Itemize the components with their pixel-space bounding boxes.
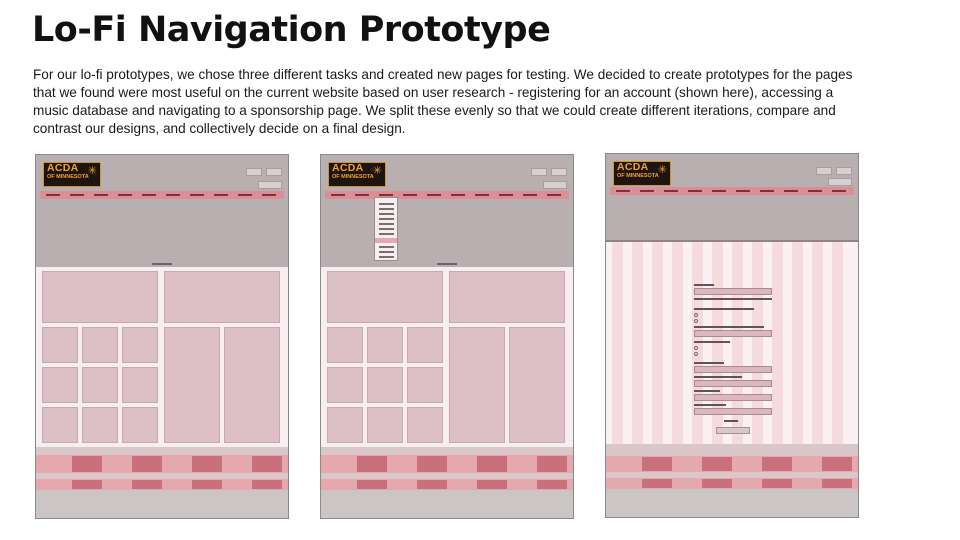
section-divider xyxy=(36,447,288,455)
nav-dropdown-menu[interactable] xyxy=(374,197,398,261)
header-button-join[interactable] xyxy=(266,168,282,176)
content-card[interactable] xyxy=(449,271,565,323)
acda-logo: ACDA OF MINNESOTA ✳ xyxy=(43,162,101,187)
header-button-join[interactable] xyxy=(551,168,567,176)
sponsor-strip xyxy=(606,456,858,472)
section-divider xyxy=(606,444,858,456)
star-icon: ✳ xyxy=(657,164,667,176)
registration-page-body xyxy=(606,242,858,517)
content-card[interactable] xyxy=(122,407,158,443)
radio-no[interactable] xyxy=(694,352,698,356)
password-field[interactable] xyxy=(694,394,772,401)
content-card[interactable] xyxy=(224,327,280,443)
acda-logo: ACDA OF MINNESOTA ✳ xyxy=(328,162,386,187)
content-card[interactable] xyxy=(509,327,565,443)
partner-strip xyxy=(321,479,573,490)
header-button-login[interactable] xyxy=(816,167,832,175)
content-card[interactable] xyxy=(327,327,363,363)
search-input[interactable] xyxy=(828,178,852,186)
content-card[interactable] xyxy=(367,327,403,363)
header-button-join[interactable] xyxy=(836,167,852,175)
hero-header xyxy=(321,155,573,267)
acda-logo: ACDA OF MINNESOTA ✳ xyxy=(613,161,671,186)
slide-title: Lo-Fi Navigation Prototype xyxy=(32,10,551,50)
content-card[interactable] xyxy=(122,367,158,403)
header-button-login[interactable] xyxy=(246,168,262,176)
partner-strip xyxy=(36,479,288,490)
sponsor-strip xyxy=(321,455,573,473)
content-card[interactable] xyxy=(164,327,220,443)
radio-option[interactable] xyxy=(694,313,698,317)
content-card[interactable] xyxy=(122,327,158,363)
search-input[interactable] xyxy=(543,181,567,189)
content-card[interactable] xyxy=(42,327,78,363)
content-card[interactable] xyxy=(327,271,443,323)
radio-yes[interactable] xyxy=(694,346,698,350)
section-divider xyxy=(321,447,573,455)
confirm-password-field[interactable] xyxy=(694,408,772,415)
organization-field[interactable] xyxy=(694,330,772,337)
content-card[interactable] xyxy=(82,407,118,443)
sponsor-strip xyxy=(36,455,288,473)
page-footer xyxy=(606,489,858,517)
prototype-homepage-dropdown xyxy=(320,154,574,519)
content-card[interactable] xyxy=(449,327,505,443)
main-nav-bar[interactable] xyxy=(325,191,569,199)
content-card[interactable] xyxy=(407,407,443,443)
username-field[interactable] xyxy=(694,288,772,295)
search-input[interactable] xyxy=(258,181,282,189)
register-button[interactable] xyxy=(716,427,750,434)
hero-header xyxy=(36,155,288,267)
content-card[interactable] xyxy=(367,407,403,443)
page-body xyxy=(36,267,288,518)
content-card[interactable] xyxy=(367,367,403,403)
content-card[interactable] xyxy=(164,271,280,323)
prototype-homepage xyxy=(35,154,289,519)
email-field[interactable] xyxy=(694,366,772,373)
partner-strip xyxy=(606,478,858,489)
content-card[interactable] xyxy=(407,367,443,403)
content-card[interactable] xyxy=(42,271,158,323)
prototype-registration xyxy=(605,153,859,518)
content-card[interactable] xyxy=(327,367,363,403)
content-card[interactable] xyxy=(82,367,118,403)
hero-header xyxy=(606,154,858,242)
header-button-login[interactable] xyxy=(531,168,547,176)
phone-field[interactable] xyxy=(694,380,772,387)
main-nav-bar[interactable] xyxy=(40,191,284,199)
star-icon: ✳ xyxy=(87,165,97,177)
radio-option[interactable] xyxy=(694,319,698,323)
slide-description: For our lo-fi prototypes, we chose three different tasks and created new pages for testing. We decided to create prototypes for the pages that we found were most useful on the current website based on user research - registering for an account (shown here), accessing a music database and navigating to a sponsorship page. We split these evenly so that we could create different iterations, compare and contrast our designs, and collectively decide on a final design. xyxy=(33,67,853,136)
content-card[interactable] xyxy=(42,407,78,443)
content-card[interactable] xyxy=(327,407,363,443)
star-icon: ✳ xyxy=(372,165,382,177)
page-footer xyxy=(36,490,288,518)
page-footer xyxy=(321,490,573,518)
content-card[interactable] xyxy=(42,367,78,403)
main-nav-bar[interactable] xyxy=(610,187,854,195)
content-card[interactable] xyxy=(82,327,118,363)
content-card[interactable] xyxy=(407,327,443,363)
page-body xyxy=(321,267,573,518)
